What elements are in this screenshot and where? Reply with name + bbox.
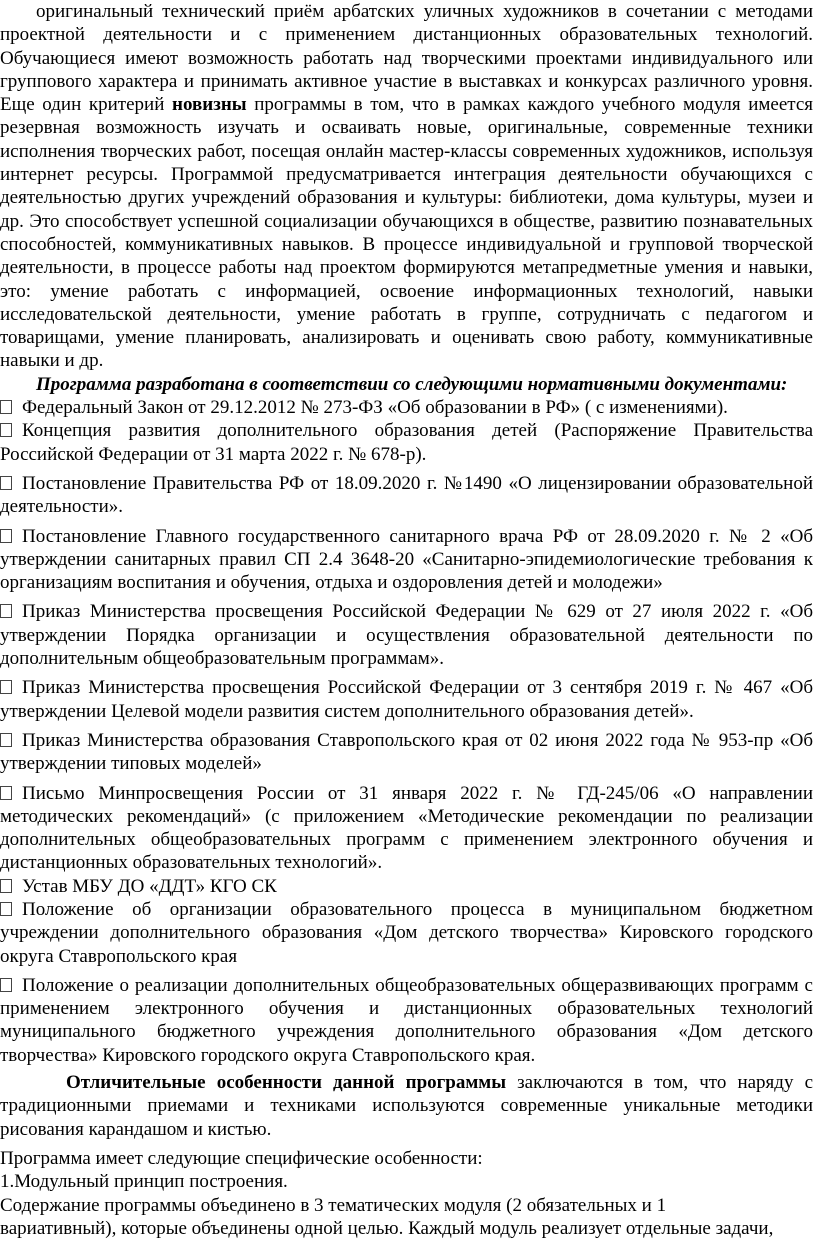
document-item: Приказ Министерства образования Ставропольского края от 02 июня 2022 года № 953-пр «Об утверждении типовых моделей» — [0, 729, 813, 775]
documents-heading: Программа разработана в соответствии со следующими нормативными документами: — [36, 373, 788, 395]
distinct-features-text: заключаются в том, что наряду с традиционными приемами и техниками используются современные уникальные методики рисования карандашом и кистью. — [0, 1072, 814, 1140]
document-item: Устав МБУ ДО «ДДТ» КГО СК — [0, 875, 813, 898]
document-item: Письмо Минпросвещения России от 31 января 2022 г. № ГД-245/06 «О направлении методических рекомендаций» (с приложением «Методические рекомендации по реализации дополнительных общеобразовательных программ с применением электронного обучения и дистанционных образовательных технологий». — [0, 782, 813, 874]
bullet-box-icon — [0, 476, 12, 490]
bullet-box-icon — [0, 604, 12, 618]
bullet-box-icon — [0, 423, 12, 437]
bullet-box-icon — [0, 400, 12, 414]
bullet-box-icon — [0, 733, 12, 747]
intro-text-1: оригинальный технический приём арбатских уличных художников в сочетании с методами проектной деятельности и с применением дистанционных образовательных технологий. Обучающиеся имеют возможность работать над творческими проектами индивидуального или группового характера и принимать активное участие в выставках и конкурсах различного уровня. Еще один критерий — [0, 1, 813, 116]
bullet-box-icon — [0, 529, 12, 543]
intro-paragraph — [0, 0, 813, 373]
specific-features-heading: Программа имеет следующие специфические особенности: — [0, 1147, 483, 1169]
document-item: Приказ Министерства просвещения Российской Федерации от 3 сентября 2019 г. № 467 «Об утверждении Целевой модели развития систем дополнительного образования детей». — [0, 677, 813, 722]
document-item: Положение об организации образовательного процесса в муниципальном бюджетном учреждении дополнительного образования «Дом детского творчества» Кировского городского округа Ставропольского края — [0, 898, 813, 967]
bullet-box-icon — [0, 786, 12, 800]
document-item: Постановление Правительства РФ от 18.09.2020 г. №1490 «О лицензировании образовательной деятельности». — [0, 472, 813, 518]
document-item: Постановление Главного государственного санитарного врача РФ от 28.09.2020 г. № 2 «Об утверждении санитарных правил СП 2.4 3648-20 «Санитарно-эпидемиологические требования к организациям воспитания и обучения, отдыха и оздоровления детей и молодежи» — [0, 525, 813, 594]
bullet-box-icon — [0, 879, 12, 893]
intro-text-2: программы в том, что в рамках каждого учебного модуля имеется резервная возможность изучать и осваивать новые, оригинальные, современные техники исполнения творческих работ, посещая онлайн мастер-классы современных художников, используя интернет ресурсы. Программой предусматривается интеграция деятельности обучающихся с деятельностью других учреждений образования и культуры: библиотеки, дома культуры, музеи и др. Это способствует успешной социализации обучающихся в обществе, развитию познавательных способностей, коммуникативных навыков. В процессе индивидуальной и групповой творческой деятельности, в процессе работы над проектом формируются метапредметные умения и навыки, это: умение работать с информацией, освоение информационных технологий, навыки исследовательской деятельности, умение работать в группе, сотрудничать с педагогом и товарищами, умение планировать, анализировать и оценивать свою работу, коммуникативные навыки и др. — [0, 94, 813, 372]
bullet-box-icon — [0, 902, 12, 916]
document-item: Положение о реализации дополнительных общеобразовательных общеразвивающих программ с применением электронного обучения и дистанционных образовательных технологий муниципального бюджетного учреждения дополнительного образования «Дом детского творчества» Кировского городского округа Ставропольского края. — [0, 974, 813, 1066]
distinct-features-paragraph — [0, 1071, 813, 1141]
document-item: Федеральный Закон от 29.12.2012 № 273-ФЗ «Об образовании в РФ» ( с изменениями). — [0, 396, 813, 419]
content-line-2: вариативный), которые объединены одной целью. Каждый модуль реализует отдельные задачи, — [0, 1217, 774, 1239]
distinct-features-title: Отличительные особенности данной программы — [66, 1072, 507, 1094]
novelty-term: новизны — [172, 94, 247, 116]
document-item: Приказ Министерства просвещения Российской Федерации № 629 от 27 июля 2022 г. «Об утверждении Порядка организации и осуществления образовательной деятельности по дополнительным общеобразовательным программам». — [0, 601, 813, 670]
bullet-box-icon — [0, 978, 12, 992]
document-item: Концепция развития дополнительного образования детей (Распоряжение Правительства Российской Федерации от 31 марта 2022 г. № 678-р). — [0, 420, 813, 465]
bullet-box-icon — [0, 680, 12, 694]
modular-principle: 1.Модульный принцип построения. — [0, 1171, 288, 1193]
content-line-1: Содержание программы объединено в 3 тематических модуля (2 обязательных и 1 — [0, 1194, 667, 1216]
